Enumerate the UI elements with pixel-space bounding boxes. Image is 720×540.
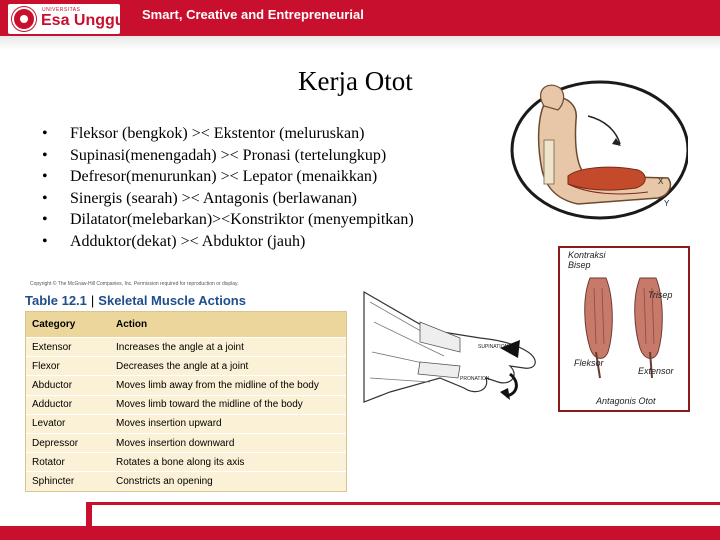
table-row — [26, 356, 346, 375]
table-cell: Depressor — [32, 437, 79, 449]
table-title — [25, 293, 246, 308]
logo-subtext: UNIVERSITAS — [42, 7, 81, 13]
table-cell: Levator — [32, 418, 66, 430]
arm-flexion-illustration — [508, 80, 688, 220]
table-row — [26, 452, 346, 471]
fleksor-label: Fleksor — [574, 358, 604, 368]
table-cell: Constricts an opening — [116, 475, 213, 487]
footer-line — [90, 502, 720, 505]
antagonistic-muscles-figure — [558, 246, 690, 412]
logo-emblem-icon — [12, 7, 36, 31]
antagonis-caption: Antagonis Otot — [596, 396, 656, 406]
header-tagline: Smart, Creative and Entrepreneurial — [142, 7, 364, 22]
university-logo — [8, 4, 130, 34]
table-title-separator: | — [90, 293, 95, 308]
extensor-label: Extensor — [638, 366, 674, 376]
table-row — [26, 414, 346, 433]
svg-text:Y: Y — [664, 199, 670, 208]
muscle-actions-table — [25, 311, 347, 492]
table-cell: Rotator — [32, 456, 65, 468]
table-cell: Moves limb away from the midline of the body — [116, 379, 319, 391]
table-header-cell: Action — [116, 319, 148, 330]
table-cell: Moves insertion upward — [116, 418, 222, 430]
bullet-item: • Supinasi(menengadah) >< Pronasi (tertelungkup) — [42, 146, 414, 168]
leg-muscles-illustration — [560, 248, 688, 410]
bullet-list — [42, 124, 414, 253]
bisep-label: Bisep — [568, 260, 591, 270]
table-row — [26, 471, 346, 490]
table-cell: Flexor — [32, 360, 60, 372]
table-header-row — [26, 312, 346, 337]
supination-label: SUPINATION — [478, 344, 509, 350]
footer-bar — [0, 526, 720, 540]
table-caption: Skeletal Muscle Actions — [98, 293, 246, 308]
table-row — [26, 337, 346, 356]
table-label: Table 12.1 — [25, 293, 87, 308]
bullet-item: • Fleksor (bengkok) >< Ekstentor (meluruskan) — [42, 124, 414, 146]
table-cell: Abductor — [32, 379, 73, 391]
copyright-note: Copyright © The McGraw-Hill Companies, Inc. Permission required for reproduction or display. — [30, 281, 239, 287]
logo-text: Esa Unggul — [41, 12, 130, 29]
table-row — [26, 433, 346, 452]
table-cell: Extensor — [32, 341, 72, 353]
slide-title: Kerja Otot — [298, 66, 413, 96]
supination-pronation-illustration — [360, 282, 552, 432]
header-bar — [0, 0, 720, 36]
svg-text:X: X — [658, 177, 664, 186]
table-cell: Moves insertion downward — [116, 437, 235, 449]
footer-tab — [86, 502, 92, 528]
table-row — [26, 395, 346, 414]
bullet-item: • Dilatator(melebarkan)><Konstriktor (menyempitkan) — [42, 210, 414, 232]
table-row — [26, 375, 346, 394]
table-cell: Decreases the angle at a joint — [116, 360, 249, 372]
bullet-item: • Adduktor(dekat) >< Abduktor (jauh) — [42, 232, 414, 254]
table-cell: Rotates a bone along its axis — [116, 456, 245, 468]
table-cell: Moves limb toward the midline of the body — [116, 399, 303, 411]
table-cell: Sphincter — [32, 475, 75, 487]
table-cell: Adductor — [32, 399, 73, 411]
header-shadow — [0, 36, 720, 50]
table-cell: Increases the angle at a joint — [116, 341, 244, 353]
pronation-label: PRONATION — [460, 376, 490, 382]
kontraksi-label: Kontraksi — [568, 250, 606, 260]
table-header-cell: Category — [32, 319, 76, 330]
trisep-label: Trisep — [648, 290, 673, 300]
bullet-item: • Sinergis (searah) >< Antagonis (berlawanan) — [42, 189, 414, 211]
bullet-item: • Defresor(menurunkan) >< Lepator (menaikkan) — [42, 167, 414, 189]
